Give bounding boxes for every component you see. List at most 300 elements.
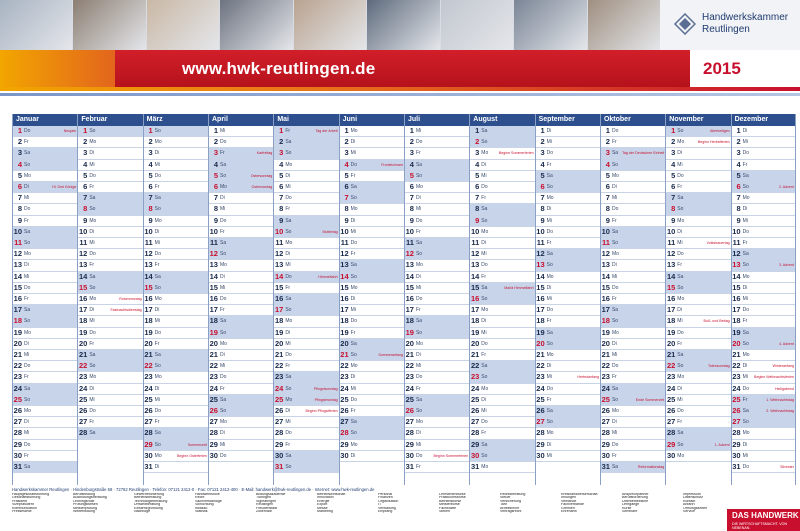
day-number: 20	[209, 338, 218, 348]
weekday-label: Fr	[285, 206, 291, 213]
weekday-label: Mi	[24, 430, 30, 437]
day-cell	[209, 204, 273, 215]
weekday-label: Sa	[742, 172, 749, 179]
day-cell	[13, 451, 77, 462]
weekday-label: Mi	[481, 172, 487, 179]
weekday-label: Fr	[742, 240, 748, 246]
day-cell	[209, 339, 273, 350]
weekday-label: Di	[742, 441, 748, 448]
weekday-label: Sa	[154, 352, 161, 358]
day-cell	[144, 227, 208, 238]
day-number: 3	[671, 148, 676, 158]
day-number: 15	[144, 282, 153, 292]
footer-entry: Kontakt	[683, 499, 696, 503]
day-cell	[144, 462, 208, 473]
weekday-label: Mo	[219, 262, 227, 269]
weekday-label: Do	[742, 150, 750, 157]
weekday-label: So	[481, 452, 488, 459]
footer-entry: Praktikumsbörse	[439, 496, 466, 500]
day-cell	[144, 305, 208, 316]
day-cell	[274, 204, 338, 215]
day-number: 11	[602, 238, 610, 247]
footer-entry: Vizepräsident	[12, 503, 34, 507]
weekday-label: So	[742, 419, 749, 426]
day-cell	[274, 160, 338, 171]
day-number: 6	[17, 182, 22, 191]
day-cell	[340, 294, 404, 305]
footer-entry: Betriebsberatung	[134, 496, 162, 500]
day-cell	[209, 294, 273, 305]
day-cell	[405, 260, 469, 271]
day-cell	[144, 160, 208, 171]
day-cell	[732, 395, 795, 406]
day-cell	[536, 417, 600, 428]
day-cell	[601, 305, 665, 316]
day-number: 11	[210, 238, 218, 247]
weekday-label: So	[154, 441, 161, 448]
day-number: 18	[732, 316, 741, 326]
day-number: 6	[148, 182, 153, 191]
band-accent-left	[0, 50, 115, 87]
weekday-label: Di	[219, 430, 225, 437]
day-number: 19	[144, 327, 153, 337]
day-number: 18	[601, 316, 610, 326]
day-number: 15	[405, 282, 414, 292]
day-number: 9	[475, 215, 480, 225]
day-cell	[536, 328, 600, 339]
weekday-label: Mi	[415, 284, 422, 291]
day-cell	[536, 339, 600, 350]
day-number: 21	[405, 350, 414, 359]
weekday-label: Di	[154, 307, 160, 314]
day-cell	[536, 294, 600, 305]
weekday-label: Sa	[611, 385, 619, 392]
day-number: 1	[540, 126, 545, 135]
day-number: 19	[536, 327, 545, 337]
day-number: 22	[666, 361, 676, 371]
day-number: 21	[13, 350, 22, 359]
month-header: Januar	[13, 114, 77, 126]
day-cell	[470, 227, 534, 238]
day-cell	[470, 406, 534, 417]
day-cell	[78, 126, 142, 137]
day-number: 25	[13, 394, 22, 404]
day-cell	[666, 451, 730, 462]
day-cell	[732, 462, 795, 473]
day-number: 19	[78, 327, 88, 337]
day-number: 22	[470, 361, 480, 371]
day-cell	[78, 137, 142, 148]
weekday-label: Di	[677, 307, 683, 314]
day-number: 19	[340, 327, 349, 337]
footer-column	[500, 493, 560, 529]
day-number: 18	[470, 316, 480, 326]
day-cell	[144, 417, 208, 428]
footer-column	[195, 493, 255, 529]
day-cell	[536, 272, 600, 283]
footer-entry: Kurse	[622, 506, 632, 510]
weekday-label: Di	[154, 228, 160, 235]
day-number: 7	[17, 193, 22, 203]
day-cell	[666, 384, 730, 395]
weekday-label: Mo	[24, 251, 31, 258]
day-number: 21	[274, 350, 284, 359]
day-cell	[13, 160, 77, 171]
day-number: 19	[209, 327, 218, 337]
day-number: 19	[666, 327, 676, 337]
weekday-label: Fr	[285, 128, 291, 134]
day-number: 27	[601, 417, 610, 427]
day-number: 8	[475, 204, 480, 214]
weekday-label: Di	[611, 340, 617, 347]
day-cell	[732, 216, 795, 227]
day-cell	[601, 204, 665, 215]
day-number: 21	[732, 350, 741, 359]
hairdresser-photo	[294, 0, 366, 50]
day-number: 24	[536, 383, 545, 393]
day-cell	[732, 361, 795, 372]
day-cell	[601, 182, 665, 193]
day-cell	[78, 204, 142, 215]
day-number: 4	[540, 159, 545, 169]
day-cell	[274, 249, 338, 260]
day-cell	[536, 440, 600, 451]
day-cell	[13, 406, 77, 417]
month-oktober	[600, 114, 665, 485]
weekday-label: Sa	[24, 150, 31, 157]
day-number: 19	[601, 327, 610, 337]
weekday-label: Do	[219, 217, 227, 224]
day-cell	[732, 372, 795, 383]
day-number: 12	[13, 249, 22, 259]
weekday-label: Fr	[742, 396, 748, 403]
day-number: 25	[732, 394, 741, 404]
weekday-label: So	[677, 128, 684, 134]
day-number: 9	[83, 215, 88, 225]
footer-entry: Gewerbeförderung	[134, 493, 164, 496]
day-cell	[732, 238, 795, 249]
day-number: 27	[470, 417, 480, 427]
weekday-label: Di	[546, 441, 552, 448]
day-cell	[732, 428, 795, 439]
day-cell	[340, 361, 404, 372]
event-label: Sommerzeit	[187, 442, 207, 447]
weekday-label: Mo	[481, 150, 489, 157]
day-number: 12	[666, 249, 676, 259]
day-number: 5	[475, 170, 480, 180]
day-number: 30	[274, 450, 284, 460]
day-cell	[209, 238, 273, 249]
weekday-label: So	[742, 340, 749, 347]
weekday-label: Sa	[285, 296, 292, 302]
weekday-label: Mo	[742, 273, 750, 280]
weekday-label: Mi	[546, 139, 552, 146]
day-cell	[340, 384, 404, 395]
day-cell	[209, 350, 273, 361]
logo-wordmark: DAS HANDWERK	[732, 511, 799, 520]
weekday-label: Do	[611, 363, 619, 370]
weekday-label: Fr	[546, 161, 552, 168]
weekday-label: Sa	[285, 374, 292, 381]
day-cell	[340, 328, 404, 339]
weekday-label: So	[415, 172, 423, 179]
day-number: 11	[536, 238, 545, 247]
day-number: 4	[213, 159, 218, 169]
day-number: 28	[601, 428, 610, 438]
day-cell	[601, 417, 665, 428]
day-number: 17	[601, 305, 610, 315]
color-stripe-blue	[0, 93, 800, 96]
day-number: 7	[344, 193, 349, 203]
day-number: 7	[540, 193, 545, 203]
day-cell	[13, 428, 77, 439]
weekday-label: Fr	[154, 419, 160, 426]
weekday-label: So	[350, 195, 357, 202]
footer-column	[439, 493, 499, 529]
day-cell	[601, 428, 665, 439]
day-cell	[601, 406, 665, 417]
day-number: 31	[732, 462, 741, 471]
day-number: 24	[13, 383, 22, 393]
day-cell	[274, 428, 338, 439]
weekday-label: Do	[611, 284, 619, 291]
day-number: 24	[340, 383, 349, 393]
footer-column	[12, 493, 72, 529]
day-number: 26	[144, 406, 153, 415]
footer-entry: Öffnungszeiten	[683, 506, 708, 510]
weekday-label: Fr	[350, 408, 356, 414]
day-number: 11	[732, 238, 741, 247]
footer-entry: IT	[378, 503, 382, 507]
holiday-label: Pfingstsonntag	[313, 386, 338, 391]
day-number: 4	[409, 159, 414, 169]
day-cell	[209, 451, 273, 462]
weekday-label: Mo	[546, 273, 554, 280]
day-number: 30	[340, 450, 349, 460]
month-header: März	[144, 114, 208, 126]
weekday-label: Di	[611, 262, 617, 269]
day-cell	[666, 350, 730, 361]
month-august	[469, 114, 534, 485]
day-cell	[666, 328, 730, 339]
day-number: 23	[470, 372, 480, 382]
day-cell	[78, 384, 142, 395]
day-cell	[732, 227, 795, 238]
weekday-label: Sa	[350, 340, 357, 347]
day-number: 14	[405, 271, 414, 281]
weekday-label: Di	[546, 284, 552, 291]
day-cell	[144, 283, 208, 294]
day-number: 15	[274, 282, 284, 292]
day-cell	[144, 193, 208, 204]
weekday-label: So	[89, 128, 96, 134]
day-number: 17	[144, 305, 153, 315]
footer-entry: Empfang	[378, 509, 393, 513]
day-cell	[470, 193, 534, 204]
day-number: 8	[148, 204, 153, 214]
day-number: 2	[540, 137, 545, 147]
day-number: 23	[78, 372, 88, 382]
weekday-label: Fr	[677, 340, 683, 347]
day-cell	[405, 171, 469, 182]
footer-entry: Ansprechpartner	[622, 493, 649, 496]
site-url-link[interactable]: www.hwk-reutlingen.de	[182, 59, 376, 78]
weekday-label: Di	[415, 430, 421, 437]
day-cell	[340, 451, 404, 462]
day-cell	[274, 193, 338, 204]
event-label: Beginn Sommerferien	[433, 453, 469, 458]
weekday-label: Sa	[350, 419, 357, 426]
day-number: 30	[13, 450, 22, 460]
weekday-label: Mo	[415, 419, 423, 426]
weekday-label: Mo	[24, 408, 31, 414]
day-cell	[144, 395, 208, 406]
day-cell	[405, 193, 469, 204]
day-cell	[78, 238, 142, 249]
day-cell	[78, 428, 142, 439]
day-number: 26	[274, 406, 284, 415]
footer-entry: Meisterprüfung	[73, 506, 97, 510]
day-number: 9	[344, 215, 349, 225]
day-number: 8	[83, 204, 88, 214]
day-number: 10	[601, 226, 610, 236]
day-number: 14	[340, 271, 349, 281]
day-number: 16	[405, 294, 414, 303]
day-number: 24	[144, 383, 153, 393]
day-cell	[144, 204, 208, 215]
day-cell	[601, 283, 665, 294]
day-number: 21	[78, 350, 88, 359]
day-number: 5	[279, 170, 284, 180]
day-number: 12	[78, 249, 88, 259]
weekday-label: Mo	[154, 296, 162, 302]
day-number: 17	[13, 305, 22, 315]
day-number: 5	[409, 170, 414, 180]
day-number: 3	[17, 148, 22, 158]
day-number: 12	[340, 249, 349, 259]
day-cell	[536, 283, 600, 294]
weekday-label: So	[611, 240, 619, 246]
day-cell	[601, 462, 665, 473]
day-number: 5	[736, 170, 741, 180]
day-cell	[144, 406, 208, 417]
day-number: 3	[83, 148, 88, 158]
weekday-label: Do	[154, 408, 162, 414]
day-cell	[144, 339, 208, 350]
footer-entry: Pressestelle	[12, 509, 32, 513]
day-cell	[78, 294, 142, 305]
day-number: 22	[601, 361, 610, 371]
weekday-label: So	[285, 228, 292, 235]
weekday-label: So	[350, 273, 357, 280]
footer-entry: Innungen	[561, 496, 576, 500]
footer-entry: Bildungsakademie	[256, 493, 286, 496]
day-cell	[340, 272, 404, 283]
day-cell	[601, 339, 665, 350]
day-cell	[470, 451, 534, 462]
day-cell	[601, 361, 665, 372]
day-cell	[601, 148, 665, 159]
weekday-label: Di	[350, 452, 356, 459]
weekday-label: Fr	[285, 363, 291, 370]
day-cell	[340, 137, 404, 148]
weekday-label: Fr	[546, 396, 552, 403]
day-cell	[405, 137, 469, 148]
weekday-label: Mi	[89, 396, 95, 403]
day-cell	[13, 126, 77, 137]
holiday-label: Ostersonntag	[250, 173, 273, 178]
event-label: Beginn Osterferien	[177, 453, 207, 458]
weekday-label: Mo	[89, 296, 97, 302]
day-cell	[470, 339, 534, 350]
day-number: 9	[736, 215, 741, 225]
holiday-label: Allerheiligen	[710, 129, 730, 133]
weekday-label: Do	[24, 206, 31, 213]
weekday-label: Do	[24, 284, 31, 291]
weekday-label: Mi	[611, 352, 618, 358]
day-number: 14	[78, 271, 88, 281]
day-number: 28	[340, 428, 349, 438]
weekday-label: Di	[611, 419, 617, 426]
weekday-label: So	[24, 240, 31, 246]
day-number: 15	[601, 282, 610, 292]
day-cell	[601, 316, 665, 327]
weekday-label: Mo	[611, 251, 619, 258]
month-märz	[143, 114, 208, 485]
day-cell	[732, 260, 795, 271]
day-cell	[732, 193, 795, 204]
day-cell	[144, 316, 208, 327]
weekday-label: So	[611, 396, 619, 403]
weekday-label: Fr	[219, 307, 225, 314]
day-cell	[144, 137, 208, 148]
day-number: 26	[601, 406, 610, 415]
day-number: 17	[78, 305, 88, 315]
day-number: 17	[274, 305, 284, 315]
day-number: 15	[209, 282, 218, 292]
day-number: 11	[14, 238, 22, 247]
day-cell	[405, 160, 469, 171]
weekday-label: Di	[677, 228, 683, 235]
event-label: Rosenmontag	[119, 297, 142, 301]
day-number: 29	[209, 439, 218, 449]
day-number: 1	[736, 126, 741, 135]
weekday-label: Fr	[24, 139, 29, 146]
weekday-label: So	[677, 206, 684, 213]
day-number: 7	[279, 193, 284, 203]
day-number: 14	[666, 271, 676, 281]
day-number: 27	[13, 417, 22, 427]
footer-entry: Prüfungswesen	[73, 503, 98, 507]
day-number: 7	[475, 193, 480, 203]
weekday-label: Sa	[154, 430, 161, 437]
day-number: 13	[274, 260, 284, 270]
day-number: 28	[666, 428, 676, 438]
day-number: 27	[732, 417, 741, 427]
day-number: 16	[78, 294, 88, 303]
day-cell	[274, 137, 338, 148]
day-number: 25	[144, 394, 153, 404]
weekday-label: Fr	[285, 441, 291, 448]
weekday-label: Sa	[285, 217, 292, 224]
day-number: 29	[470, 439, 480, 449]
day-number: 11	[406, 238, 414, 247]
weekday-label: Do	[415, 296, 423, 302]
day-number: 18	[536, 316, 545, 326]
day-cell	[274, 350, 338, 361]
weekday-label: Di	[742, 284, 748, 291]
day-number: 19	[405, 327, 414, 337]
